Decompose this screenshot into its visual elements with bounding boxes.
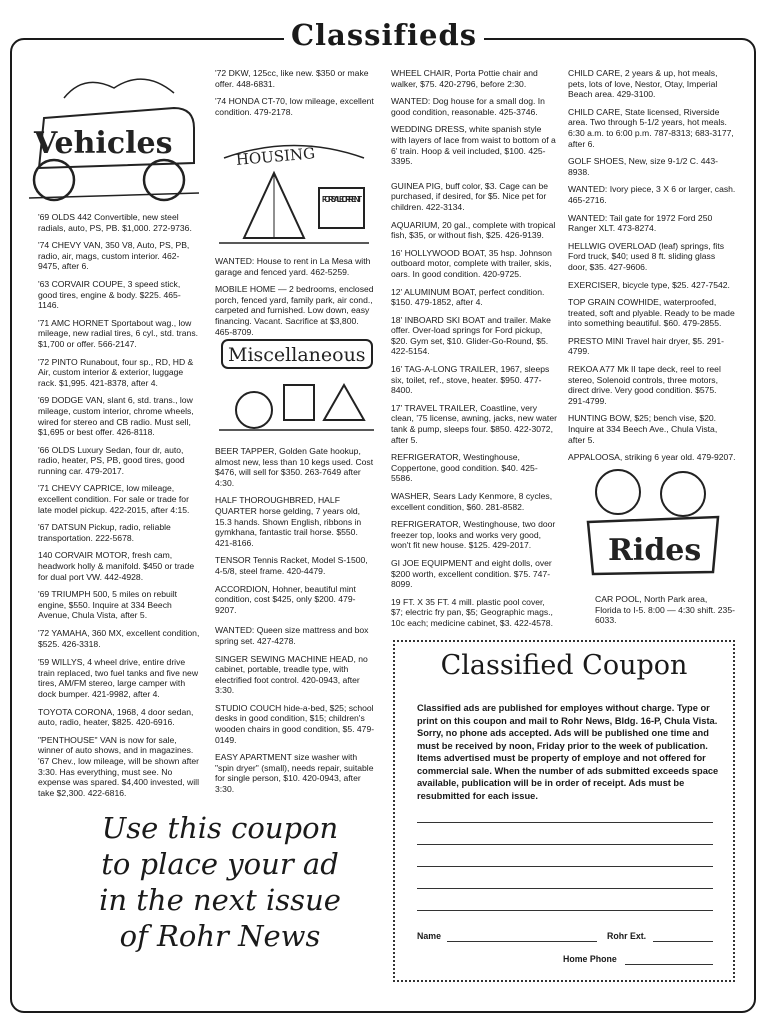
pitch-line: to place your ad [101, 847, 339, 881]
vehicles-illustration [24, 68, 204, 208]
classified-ad: "PENTHOUSE" VAN is now for sale, winner of auto shows, and in magazines. '67 Chev., low mileage, will be shown after 3:30. Has everything, must see. No expense was spared. $4,400 invested, will take $2,300. 422-6816. [38, 734, 200, 798]
miscellaneous-illustration [214, 330, 379, 440]
home-phone-label: Home Phone [563, 954, 617, 964]
page-title: Classifieds [284, 18, 484, 58]
classified-ad: REFRIGERATOR, Westinghouse, two door freezer top, looks and works very good, won't fit new house. $125. 429-2017. [391, 519, 556, 551]
classified-ad: '66 OLDS Luxury Sedan, four dr, auto, radio, heater, PS, PB, good tires, good running car. 479-2017. [38, 444, 185, 476]
sign-text: FOR SALE OR RENT [322, 195, 362, 204]
classified-ad: STUDIO COUCH hide-a-bed, $25; school desks in good condition, $15; children's wooden chairs in good condition, $5. 479-0149. [215, 702, 375, 745]
classified-ad: '72 DKW, 125cc, like new. $350 or make offer. 448-6831. [215, 68, 369, 89]
classified-ad: WANTED: Queen size mattress and box spring set. 427-4278. [215, 625, 369, 646]
classified-ad: '63 CORVAIR COUPE, 3 speed stick, good tires, engine & body. $225. 465-1146. [38, 278, 181, 311]
classified-ad: 18' INBOARD SKI BOAT and trailer. Make offer. Over-load springs for Ford pickup, $20. Gym set, $10. Glider-Go-Round, $5. 422-5154. [391, 314, 551, 357]
classified-ad: '71 AMC HORNET Sportabout wag., low mileage, new radial tires, 6 cyl., std. trans. $1,700 or offer. 566-2147. [38, 317, 199, 349]
pitch-line: of Rohr News [119, 919, 321, 953]
housing-column [215, 256, 375, 344]
classified-ad: TENSOR Tennis Racket, Model S-1500, 4-5/8, steel frame. 420-4479. [215, 555, 368, 576]
classified-ad: 12' ALUMINUM BOAT, perfect condition. $150. 479-1852, after 4. [391, 286, 545, 308]
ad-text-line[interactable] [417, 888, 713, 889]
classified-ad: WASHER, Sears Lady Kenmore, 8 cycles, excellent condition, $60. 281-8582. [391, 491, 553, 512]
classified-ad: '69 OLDS 442 Convertible, new steel radials, auto, PS, PB. $1,000. 272-9736. [38, 212, 192, 233]
home-phone-field[interactable] [625, 964, 713, 965]
classified-ad: CAR POOL, North Park area, Florida to I-5. 8:00 — 4:30 shift. 235-6033. [595, 594, 735, 626]
classified-ad: 17' TRAVEL TRAILER, Coastline, very clean, '75 license, awning, jacks, new water tank & pump, sleeps four. $850. 422-3072, after 5. [391, 402, 557, 445]
classified-ad: CHILD CARE, 2 years & up, hot meals, pets, lots of love, Nestor, Otay, Imperial Beach area. 429-3100. [568, 68, 718, 100]
classified-ad: '74 HONDA CT-70, low mileage, excellent condition. 479-2178. [215, 96, 374, 117]
classified-ad: 16' HOLLYWOOD BOAT, 35 hsp. Johnson outboard motor, complete with trailer, skis, oars. In good condition. 420-9725. [391, 247, 552, 279]
classified-ad: CHILD CARE, State licensed, Riverside area. Two through 5-1/2 years, hot meals. 6:30 a.m. to 6:00 p.m. 787-8313; 683-3177, after 6. [568, 106, 734, 149]
classified-ad: HELLWIG OVERLOAD (leaf) springs, fits Ford truck, $40; used 8 ft. sliding glass door, $35. 427-9606. [568, 240, 725, 272]
ad-text-line[interactable] [417, 866, 713, 867]
rides-illustration [578, 462, 728, 592]
column-2-top [215, 68, 375, 124]
classified-ad: APPALOOSA, striking 6 year old. 479-9207. [568, 452, 736, 463]
classified-ad: WEDDING DRESS, white spanish style with layers of lace from waist to bottom of a 6' train. Hoop & veil included, $100. 425-3395. [391, 124, 556, 167]
classified-ad: WANTED: Tail gate for 1972 Ford 250 Ranger XLT. 473-8274. [568, 212, 713, 234]
classified-ad: '72 YAMAHA, 360 MX, excellent condition, $525. 426-3318. [38, 628, 200, 649]
pitch-line: in the next issue [99, 883, 341, 917]
misc-column-4 [568, 68, 736, 470]
classified-ad: TOP GRAIN COWHIDE, waterproofed, treated, soft and plyable. Ready to be made into something beautiful. $60. 479-2855. [568, 297, 735, 329]
classified-ad: REKOA A77 Mk II tape deck, reel to reel stereo, Solenoid controls, three motors, direct drive. Very good condition. $575. 291-4799. [568, 364, 721, 406]
name-field[interactable] [447, 941, 597, 942]
housing-illustration [214, 128, 374, 253]
ad-text-line[interactable] [417, 822, 713, 823]
rides-column [595, 594, 735, 633]
classified-ad: AQUARIUM, 20 gal., complete with tropical fish, $35, or without fish, $25. 426-9139. [391, 219, 556, 241]
classified-ad: '72 PINTO Runabout, four sp., RD, HD & Air, custom interior & exterior, luggage rack. $1,995. 421-8378, after 4. [38, 356, 194, 388]
classified-ad: HUNTING BOW, $25; bench vise, $20. Inquire at 334 Beech Ave., Chula Vista, after 5. [568, 413, 718, 445]
ad-text-line[interactable] [417, 910, 713, 911]
classified-ad: '59 WILLYS, 4 wheel drive, entire drive train replaced, two fuel tanks and five new tires, AM/FM stereo, large camper with dock bumper. 421-9982, after 4. [38, 657, 199, 699]
classified-ad: PRESTO MINI Travel hair dryer, $5. 291-4799. [568, 335, 725, 357]
classified-ad: HALF THOROUGHBRED, HALF QUARTER horse gelding, 7 years old, 15.3 hands. Shown English, ribbons in gymkhana, fantastic trail horse. $550. 421-8166. [215, 495, 362, 548]
pitch-line: Use this coupon [101, 811, 339, 845]
misc-column-3 [391, 68, 558, 636]
coupon-pitch [70, 810, 370, 954]
classified-ad: '71 CHEVY CAPRICE, low mileage, excellent condition. For sale or trade for late model pickup. 422-2015, after 4:15. [38, 483, 190, 515]
misc-label: Miscellaneous [228, 344, 366, 366]
classified-ad: WANTED: Ivory piece, 3 X 6 or larger, cash. 465-2716. [568, 184, 736, 205]
rohr-ext-field[interactable] [653, 941, 713, 942]
classified-ad: WANTED: Dog house for a small dog. In good condition, reasonable. 425-3746. [391, 96, 545, 117]
classified-ad: WHEEL CHAIR, Porta Pottie chair and walker, $75. 420-2796, before 2:30. [391, 68, 538, 89]
coupon-instructions: Classified ads are published for employes without charge. Type or print on this coupon and mail to Rohr News, Bldg. 16-P, Chula Vista. Sorry, no phone ads accepted. Ads will be published one time and must be received by noon, Friday prior to the week of publication. Items advertised must be property of employe and not offered for commercial sale. When the number of ads submitted exceeds space available, publication will be in order of receipt. Ads must be resubmitted for each issue. [417, 703, 719, 801]
coupon-title: Classified Coupon [440, 650, 688, 681]
classified-ad: WANTED: House to rent in La Mesa with garage and fenced yard. 462-5259. [215, 256, 371, 277]
rohr-ext-label: Rohr Ext. [607, 931, 647, 941]
classified-ad: EASY APARTMENT size washer with "spin dryer" (small), needs repair, suitable for single person, $10. 420-0943, after 3:30. [215, 752, 374, 795]
classified-ad: REFRIGERATOR, Westinghouse, Coppertone, good condition. $40. 425-5586. [391, 452, 538, 484]
ad-text-line[interactable] [417, 844, 713, 845]
vehicles-label: Vehicles [34, 126, 173, 161]
housing-label: HOUSING [235, 144, 316, 170]
classified-ad: SINGER SEWING MACHINE HEAD, no cabinet, portable, treadle type, with electrified foot control. 420-0943, after 3:30. [215, 653, 368, 696]
rides-label: Rides [608, 533, 702, 568]
classified-ad: 19 FT. X 35 FT. 4 mill. plastic pool cover, $7; electric fry pan, $5; Geographic mags., 10c each; medicine cabinet, $3. 422-4578. [391, 596, 553, 628]
vehicles-column [38, 212, 200, 805]
classified-ad: '74 CHEVY VAN, 350 V8, Auto, PS, PB, radio, air, mags, custom interior. 462-9475, after 6. [38, 240, 190, 272]
classified-ad: 16' TAG-A-LONG TRAILER, 1967, sleeps six, toilet, ref., stove, heater. $950. 477-8400. [391, 364, 550, 396]
classified-coupon [393, 640, 735, 982]
classified-ad: '69 TRIUMPH 500, 5 miles on rebuilt engine, $550. Inquire at 334 Beech Avenue, Chula Vista, after 5. [38, 589, 178, 621]
classified-ad: GI JOE EQUIPMENT and eight dolls, over $200 worth, excellent condition. $75. 747-8099. [391, 557, 552, 590]
classified-ad: TOYOTA CORONA, 1968, 4 door sedan, auto, radio, heater, $825. 420-6916. [38, 706, 194, 728]
misc-column-2 [215, 446, 375, 802]
classified-ad: 140 CORVAIR MOTOR, fresh cam, headwork holly & manifold. $450 or trade for dual port VW. 442-4928. [38, 550, 195, 582]
classified-ad: MOBILE HOME — 2 bedrooms, enclosed porch, fenced yard, family park, air cond., carpeted and furnished. Low down, easy financing. Vacant. Sacrifice at $3,800. 465-8709. [215, 284, 374, 337]
classified-ad: EXERCISER, bicycle type, $25. 427-7542. [568, 279, 730, 290]
classified-ad: ACCORDION, Hohner, beautiful mint condition, cost $425, only $200. 479-9207. [215, 583, 356, 615]
classified-ad: '67 DATSUN Pickup, radio, reliable transportation. 222-5678. [38, 522, 171, 543]
name-label: Name [417, 931, 441, 941]
classified-ad: GUINEA PIG, buff color, $3. Cage can be purchased, if desired, for $5. Nice pet for children. 422-3134. [391, 180, 549, 212]
classified-ad: '69 DODGE VAN, slant 6, std. trans., low mileage, custom interior, chrome wheels, wired for stereo and CB radio. Must sell, $1,695 or best offer. 426-8118. [38, 395, 194, 438]
classified-ad: BEER TAPPER, Golden Gate hookup, almost new, less than 10 kegs used. Cost $476, will sell for $350. 263-7649 after 4:30. [215, 446, 374, 488]
classified-ad: GOLF SHOES, New, size 9-1/2 C. 443-8938. [568, 156, 718, 177]
